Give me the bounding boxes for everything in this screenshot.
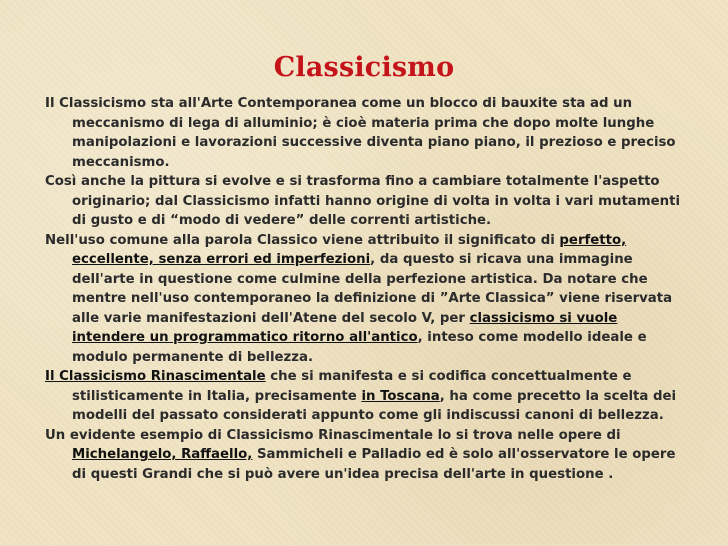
emphasis-michelangelo-raffaello: Michelangelo, Raffaello,	[72, 447, 253, 462]
paragraph-text: Così anche la pittura si evolve e si trasforma fino a cambiare totalmente l'aspetto originario; dal Classicismo infatti hanno origine di volta in volta i vari mutamenti di gusto e di “modo di vedere” delle correnti artistiche.	[45, 174, 681, 228]
paragraph-text: Il Classicismo sta all'Arte Contemporanea come un blocco di bauxite sta ad un meccanismo di lega di alluminio; è cioè materia prima che dopo molte lunghe manipolazioni e lavorazioni successive diventa piano piano, il prezioso e preciso meccanismo.	[45, 96, 676, 170]
slide-title: Classicismo	[273, 52, 455, 83]
paragraph-text: Sammicheli e Palladio ed è solo all'osservatore le opere di questi Grandi che si può avere un'idea precisa dell'arte in questione .	[72, 447, 676, 482]
paragraph-text: , inteso come modello ideale e modulo permanente di bellezza.	[72, 330, 647, 365]
emphasis-classicismo: classicismo si vuole intendere un programmatico ritorno all'antico	[72, 310, 618, 345]
paragraph-text: , ha come precetto la scelta dei modelli del passato considerati appunto come gli indiscussi canoni di bellezza.	[72, 388, 677, 423]
paragraph-text: , da questo si ricava una immagine dell'arte in questione come culmine della perfezione artistica. Da notare che mentre nell'uso contemporaneo la definizione di ”Arte Classica” viene riservata alle varie manifestazioni dell'Atene del secolo V, per	[72, 252, 673, 326]
paragraph-classico	[45, 231, 693, 368]
paragraph-text: Un evidente esempio di Classicismo Rinascimentale lo si trova nelle opere di	[45, 427, 621, 443]
emphasis-toscana: in Toscana	[361, 388, 440, 404]
emphasis-classicismo-rinascimentale: Il Classicismo Rinascimentale	[45, 369, 266, 384]
slide-body	[45, 94, 693, 484]
paragraph-pittura	[45, 172, 693, 231]
paragraph-text: che si manifesta e si codifica concettualmente e stilisticamente in Italia, precisamente	[72, 369, 632, 404]
paragraph-bauxite	[45, 94, 693, 172]
paragraph-rinascimentale	[45, 367, 693, 426]
paragraph-esempio	[45, 426, 693, 485]
emphasis-perfetto: perfetto, eccellente, senza errori ed imperfezioni	[72, 232, 627, 267]
paragraph-text: Nell'uso comune alla parola Classico viene attribuito il significato di	[45, 232, 560, 248]
